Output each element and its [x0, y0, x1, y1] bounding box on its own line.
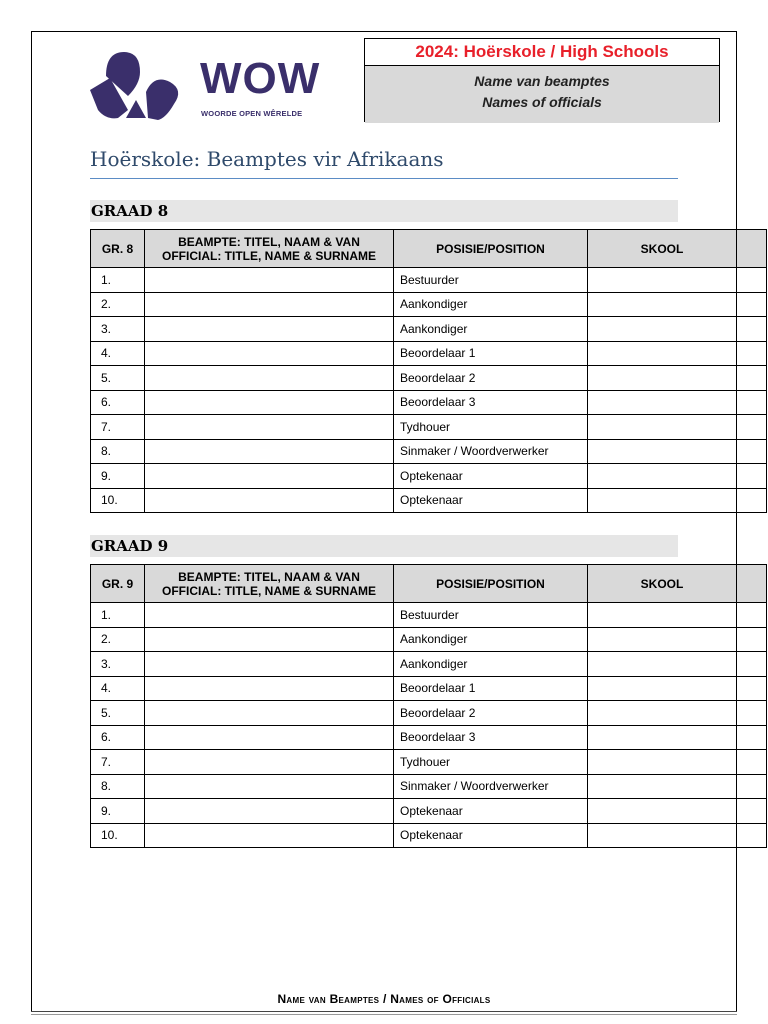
table-row	[91, 652, 767, 677]
column-header-grade: GR. 8	[91, 230, 145, 268]
row-number: 1.	[91, 268, 145, 293]
school-cell[interactable]	[588, 750, 737, 775]
official-name-cell[interactable]	[145, 292, 394, 317]
position-cell: Beoordelaar 1	[394, 341, 588, 366]
table-row	[91, 439, 767, 464]
extra-cell[interactable]	[737, 701, 767, 726]
grade-9-table	[90, 564, 767, 848]
row-number: 10.	[91, 823, 145, 848]
position-cell: Beoordelaar 3	[394, 390, 588, 415]
position-cell: Optekenaar	[394, 823, 588, 848]
official-name-cell[interactable]	[145, 488, 394, 513]
official-name-cell[interactable]	[145, 366, 394, 391]
school-cell[interactable]	[588, 341, 737, 366]
extra-cell[interactable]	[737, 366, 767, 391]
extra-cell[interactable]	[737, 750, 767, 775]
position-cell: Aankondiger	[394, 317, 588, 342]
header-subtitle	[365, 66, 719, 123]
position-cell: Optekenaar	[394, 464, 588, 489]
official-name-cell[interactable]	[145, 799, 394, 824]
official-name-cell[interactable]	[145, 439, 394, 464]
row-number: 9.	[91, 799, 145, 824]
header-subtitle-line2: Names of officials	[482, 94, 602, 110]
column-header-official	[145, 230, 394, 268]
table-row	[91, 366, 767, 391]
row-number: 8.	[91, 774, 145, 799]
position-cell: Beoordelaar 1	[394, 676, 588, 701]
position-cell: Aankondiger	[394, 292, 588, 317]
row-number: 7.	[91, 415, 145, 440]
extra-cell[interactable]	[737, 676, 767, 701]
column-header-official-line1: BEAMPTE: TITEL, NAAM & VAN	[178, 569, 360, 584]
school-cell[interactable]	[588, 799, 737, 824]
position-cell: Beoordelaar 2	[394, 701, 588, 726]
extra-cell[interactable]	[737, 464, 767, 489]
table-row	[91, 627, 767, 652]
position-cell: Tydhouer	[394, 415, 588, 440]
school-cell[interactable]	[588, 652, 737, 677]
row-number: 5.	[91, 366, 145, 391]
official-name-cell[interactable]	[145, 823, 394, 848]
position-cell: Sinmaker / Woordverwerker	[394, 439, 588, 464]
extra-cell[interactable]	[737, 317, 767, 342]
school-cell[interactable]	[588, 439, 737, 464]
header-subtitle-line1: Name van beamptes	[474, 73, 610, 89]
column-header-extra	[737, 565, 767, 603]
row-number: 2.	[91, 627, 145, 652]
header-title: 2024: Hoërskole / High Schools	[365, 39, 719, 66]
page-footer: Name van Beamptes / Names of Officials	[277, 992, 491, 1006]
table-row	[91, 390, 767, 415]
official-name-cell[interactable]	[145, 627, 394, 652]
extra-cell[interactable]	[737, 439, 767, 464]
official-name-cell[interactable]	[145, 725, 394, 750]
school-cell[interactable]	[588, 366, 737, 391]
row-number: 8.	[91, 439, 145, 464]
grade-9-heading: GRAAD 9	[90, 535, 678, 557]
extra-cell[interactable]	[737, 268, 767, 293]
official-name-cell[interactable]	[145, 341, 394, 366]
official-name-cell[interactable]	[145, 390, 394, 415]
grade-8-heading: GRAAD 8	[90, 200, 678, 222]
row-number: 7.	[91, 750, 145, 775]
school-cell[interactable]	[588, 415, 737, 440]
column-header-school: SKOOL	[588, 565, 737, 603]
extra-cell[interactable]	[737, 341, 767, 366]
row-number: 10.	[91, 488, 145, 513]
school-cell[interactable]	[588, 292, 737, 317]
official-name-cell[interactable]	[145, 750, 394, 775]
table-row	[91, 701, 767, 726]
position-cell: Aankondiger	[394, 627, 588, 652]
position-cell: Optekenaar	[394, 799, 588, 824]
grade-8-rows	[91, 268, 767, 513]
column-header-position: POSISIE/POSITION	[394, 230, 588, 268]
grade-9-rows	[91, 603, 767, 848]
position-cell: Bestuurder	[394, 268, 588, 293]
school-cell[interactable]	[588, 627, 737, 652]
table-header-row	[91, 230, 767, 268]
table-row	[91, 292, 767, 317]
row-number: 1.	[91, 603, 145, 628]
extra-cell[interactable]	[737, 292, 767, 317]
extra-cell[interactable]	[737, 799, 767, 824]
row-number: 6.	[91, 725, 145, 750]
column-header-school: SKOOL	[588, 230, 737, 268]
extra-cell[interactable]	[737, 725, 767, 750]
column-header-official-line1: BEAMPTE: TITEL, NAAM & VAN	[178, 234, 360, 249]
table-row	[91, 464, 767, 489]
table-row	[91, 415, 767, 440]
extra-cell[interactable]	[737, 774, 767, 799]
table-row	[91, 603, 767, 628]
official-name-cell[interactable]	[145, 676, 394, 701]
grade-8-table	[90, 229, 767, 513]
page-bottom-edge	[31, 1011, 737, 1015]
official-name-cell[interactable]	[145, 464, 394, 489]
table-row	[91, 750, 767, 775]
position-cell: Tydhouer	[394, 750, 588, 775]
school-cell[interactable]	[588, 390, 737, 415]
position-cell: Bestuurder	[394, 603, 588, 628]
extra-cell[interactable]	[737, 823, 767, 848]
school-cell[interactable]	[588, 464, 737, 489]
document-title: Hoërskole: Beamptes vir Afrikaans	[90, 147, 444, 171]
table-header-row	[91, 565, 767, 603]
column-header-extra	[737, 230, 767, 268]
column-header-official	[145, 565, 394, 603]
table-row	[91, 799, 767, 824]
table-row	[91, 676, 767, 701]
position-cell: Aankondiger	[394, 652, 588, 677]
header-box	[364, 38, 720, 122]
official-name-cell[interactable]	[145, 268, 394, 293]
extra-cell[interactable]	[737, 415, 767, 440]
column-header-official-line2: OFFICIAL: TITLE, NAME & SURNAME	[162, 583, 376, 598]
school-cell[interactable]	[588, 317, 737, 342]
row-number: 9.	[91, 464, 145, 489]
title-divider	[90, 178, 678, 179]
school-cell[interactable]	[588, 603, 737, 628]
table-row	[91, 774, 767, 799]
row-number: 3.	[91, 317, 145, 342]
position-cell: Beoordelaar 2	[394, 366, 588, 391]
row-number: 5.	[91, 701, 145, 726]
column-header-grade: GR. 9	[91, 565, 145, 603]
official-name-cell[interactable]	[145, 701, 394, 726]
logo-tagline: WOORDE OPEN WÊRELDE	[201, 109, 303, 118]
school-cell[interactable]	[588, 488, 737, 513]
school-cell[interactable]	[588, 774, 737, 799]
official-name-cell[interactable]	[145, 652, 394, 677]
table-row	[91, 823, 767, 848]
school-cell[interactable]	[588, 676, 737, 701]
row-number: 6.	[91, 390, 145, 415]
school-cell[interactable]	[588, 823, 737, 848]
position-cell: Sinmaker / Woordverwerker	[394, 774, 588, 799]
column-header-official-line2: OFFICIAL: TITLE, NAME & SURNAME	[162, 248, 376, 263]
table-row	[91, 725, 767, 750]
table-row	[91, 341, 767, 366]
school-cell[interactable]	[588, 268, 737, 293]
school-cell[interactable]	[588, 725, 737, 750]
table-row	[91, 317, 767, 342]
official-name-cell[interactable]	[145, 317, 394, 342]
extra-cell[interactable]	[737, 603, 767, 628]
official-name-cell[interactable]	[145, 774, 394, 799]
official-name-cell[interactable]	[145, 603, 394, 628]
logo-wordmark: WOW	[200, 54, 321, 103]
official-name-cell[interactable]	[145, 415, 394, 440]
extra-cell[interactable]	[737, 488, 767, 513]
position-cell: Optekenaar	[394, 488, 588, 513]
table-row	[91, 488, 767, 513]
extra-cell[interactable]	[737, 627, 767, 652]
row-number: 2.	[91, 292, 145, 317]
position-cell: Beoordelaar 3	[394, 725, 588, 750]
extra-cell[interactable]	[737, 652, 767, 677]
row-number: 3.	[91, 652, 145, 677]
table-row	[91, 268, 767, 293]
row-number: 4.	[91, 341, 145, 366]
column-header-position: POSISIE/POSITION	[394, 565, 588, 603]
extra-cell[interactable]	[737, 390, 767, 415]
school-cell[interactable]	[588, 701, 737, 726]
row-number: 4.	[91, 676, 145, 701]
